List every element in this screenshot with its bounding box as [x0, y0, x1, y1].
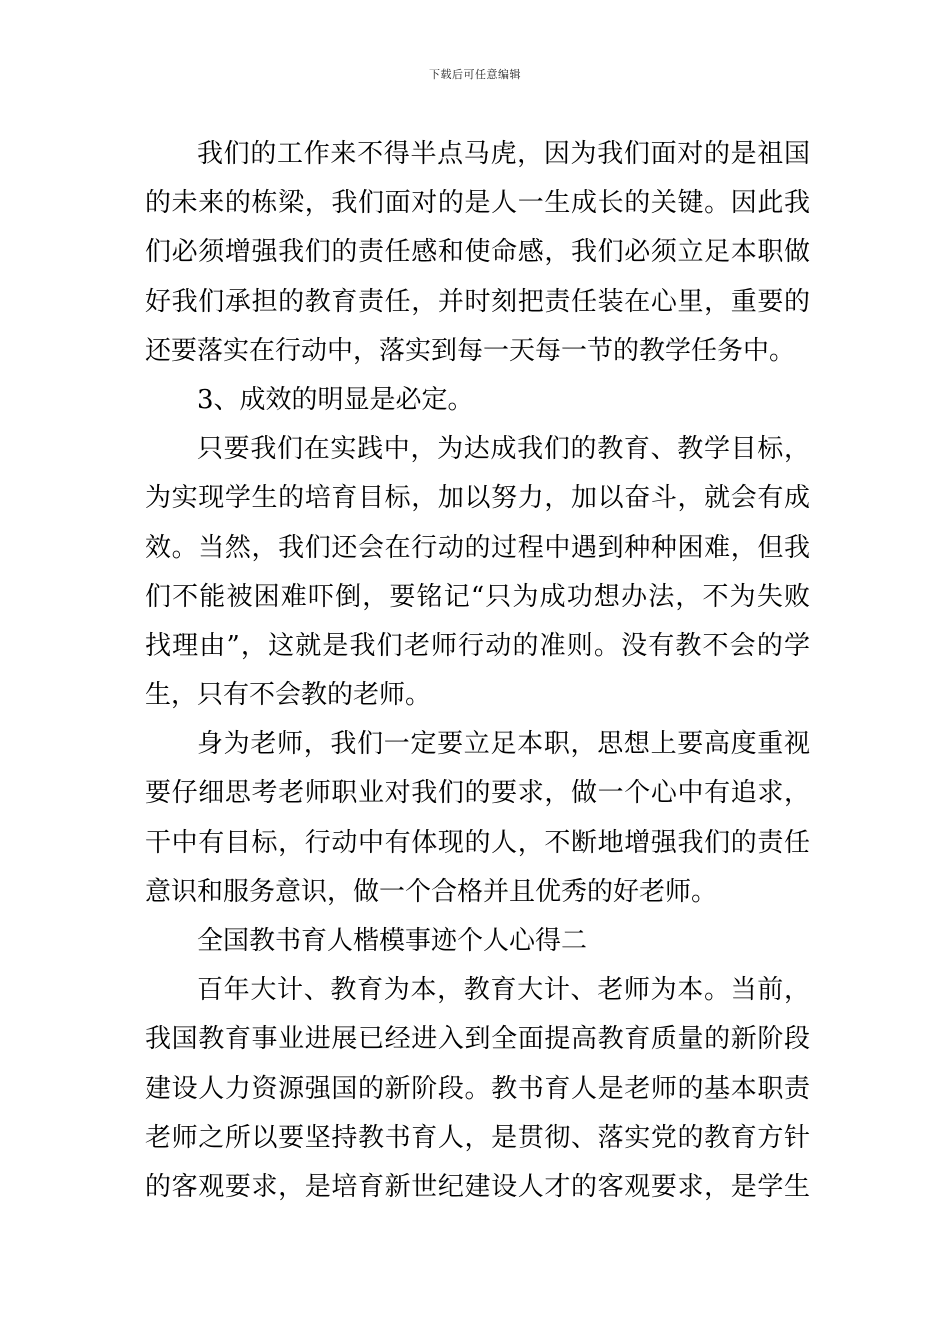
text-line: 效。当然，我们还会在行动的过程中遇到种种困难，但我	[145, 532, 810, 563]
text-line: 百年大计、教育为本，教育大计、老师为本。当前，	[197, 975, 810, 1006]
page-header: 下载后可任意编辑	[429, 68, 521, 81]
text-line: 们不能被困难吓倒，要铭记“只为成功想办法，不为失败	[145, 581, 810, 612]
text-line: 的客观要求，是培育新世纪建设人才的客观要求，是学生	[145, 1171, 810, 1202]
text-line: 好我们承担的教育责任，并时刻把责任装在心里，重要的	[145, 286, 810, 317]
text-line: 只要我们在实践中，为达成我们的教育、教学目标，	[197, 434, 810, 465]
text-line: 建设人力资源强国的新阶段。教书育人是老师的基本职责	[145, 1073, 810, 1104]
text-line: 的未来的栋梁，我们面对的是人一生成长的关键。因此我	[145, 188, 810, 219]
text-line: 生，只有不会教的老师。	[145, 680, 432, 711]
text-line: 为实现学生的培育目标，加以努力，加以奋斗，就会有成	[145, 483, 810, 514]
text-line: 全国教书育人楷模事迹个人心得二	[197, 926, 588, 956]
text-line: 老师之所以要坚持教书育人，是贯彻、落实党的教育方针	[145, 1122, 810, 1153]
document-body	[145, 130, 810, 1212]
text-line: 我们的工作来不得半点马虎，因为我们面对的是祖国	[197, 139, 810, 169]
text-line: 要仔细思考老师职业对我们的要求，做一个心中有追求，	[145, 778, 810, 809]
text-line: 还要落实在行动中，落实到每一天每一节的教学任务中。	[145, 335, 796, 366]
text-line: 意识和服务意识，做一个合格并且优秀的好老师。	[145, 876, 718, 907]
text-line: 们必须增强我们的责任感和使命感，我们必须立足本职做	[145, 237, 810, 268]
text-line: 3、成效的明显是必定。	[197, 384, 474, 415]
text-line: 我国教育事业进展已经进入到全面提高教育质量的新阶段	[145, 1024, 810, 1055]
text-line: 身为老师，我们一定要立足本职，思想上要高度重视	[197, 729, 810, 760]
text-line: 干中有目标，行动中有体现的人，不断地增强我们的责任	[145, 827, 810, 858]
text-line: 找理由”，这就是我们老师行动的准则。没有教不会的学	[145, 630, 810, 661]
